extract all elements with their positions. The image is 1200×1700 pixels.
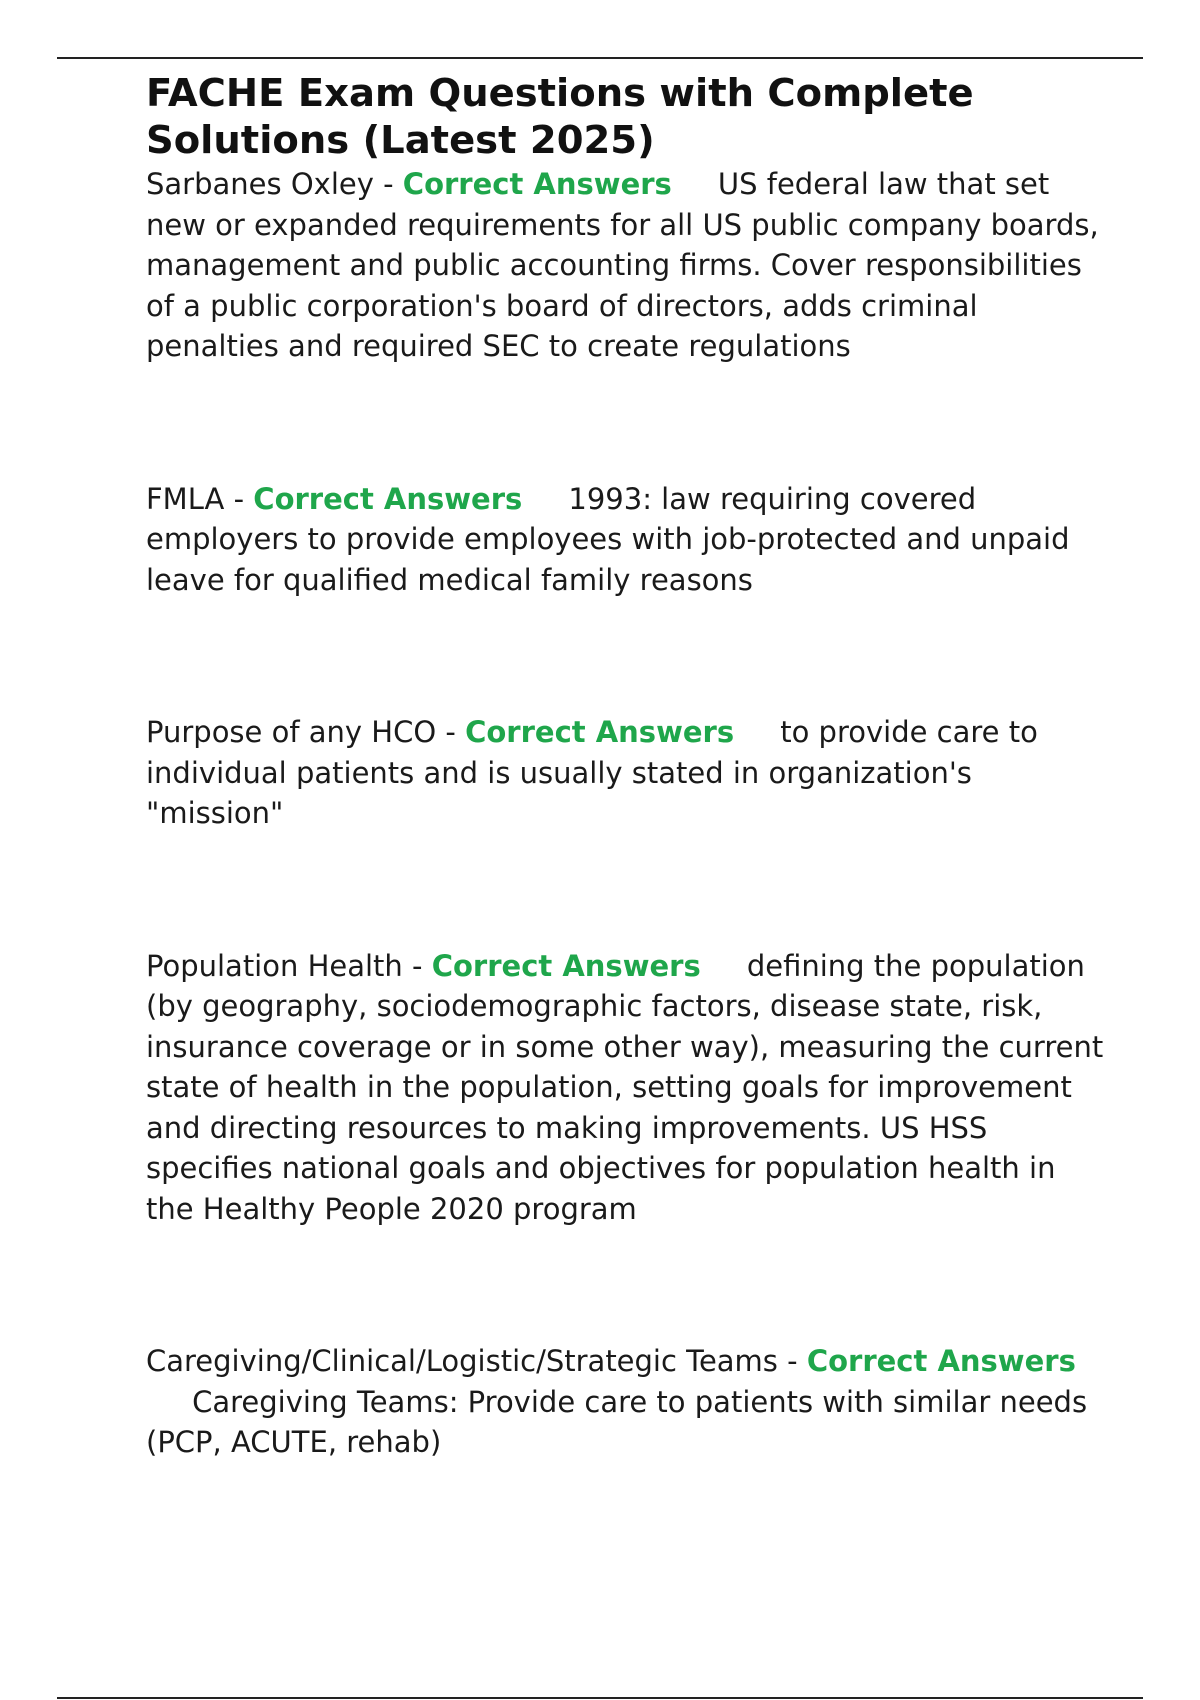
qa-separator: - — [373, 167, 403, 201]
qa-term: FMLA — [146, 481, 225, 516]
qa-separator: - — [777, 1344, 807, 1378]
qa-term: Sarbanes Oxley — [146, 167, 374, 201]
qa-term: Purpose of any HCO — [146, 715, 437, 749]
correct-answers-label: Correct Answers — [465, 715, 735, 749]
qa-item-purpose-hco — [146, 712, 1106, 834]
qa-term: Population Health — [146, 948, 403, 983]
qa-item-fmla — [146, 479, 1106, 601]
qa-item-population-health — [146, 946, 1106, 1230]
header-rule — [57, 57, 1143, 59]
qa-item-sarbanes-oxley — [146, 164, 1106, 367]
qa-answer: Caregiving Teams: Provide care to patients with similar needs (PCP, ACUTE, rehab) — [146, 1384, 1088, 1459]
document-title: FACHE Exam Questions with Complete Solutions (Latest 2025) — [146, 71, 974, 163]
correct-answers-label: Correct Answers — [402, 167, 672, 201]
qa-answer: 1993: law requiring covered employers to provide employees with job-protected and unpaid leave for qualified medical family reasons — [146, 481, 1070, 597]
qa-separator: - — [436, 715, 466, 749]
qa-answer: defining the population (by geography, sociodemographic factors, disease state, risk, insurance coverage or in some other way), measuring the current state of health in the population, setting goals for improvement and directing resources to making improvements. US HSS specifies national goals and objectives for population health in the Healthy People 2020 program — [146, 948, 1104, 1226]
qa-item-teams — [146, 1341, 1106, 1463]
correct-answers-label: Correct Answers — [253, 481, 523, 516]
qa-answer: to provide care to individual patients and is usually stated in organization's "mission" — [146, 715, 1038, 830]
document-body — [146, 70, 1106, 1463]
footer-rule — [57, 1697, 1143, 1699]
qa-separator: - — [224, 481, 254, 516]
correct-answers-label: Correct Answers — [431, 948, 701, 983]
correct-answers-label: Correct Answers — [806, 1344, 1076, 1378]
qa-term: Caregiving/Clinical/Logistic/Strategic Teams — [146, 1344, 778, 1378]
qa-answer: US federal law that set new or expanded requirements for all US public company boards, management and public accounting firms. Cover responsibilities of a public corporation's board of directors, adds criminal penalties and required SEC to create regulations — [146, 167, 1099, 363]
qa-separator: - — [402, 948, 432, 983]
